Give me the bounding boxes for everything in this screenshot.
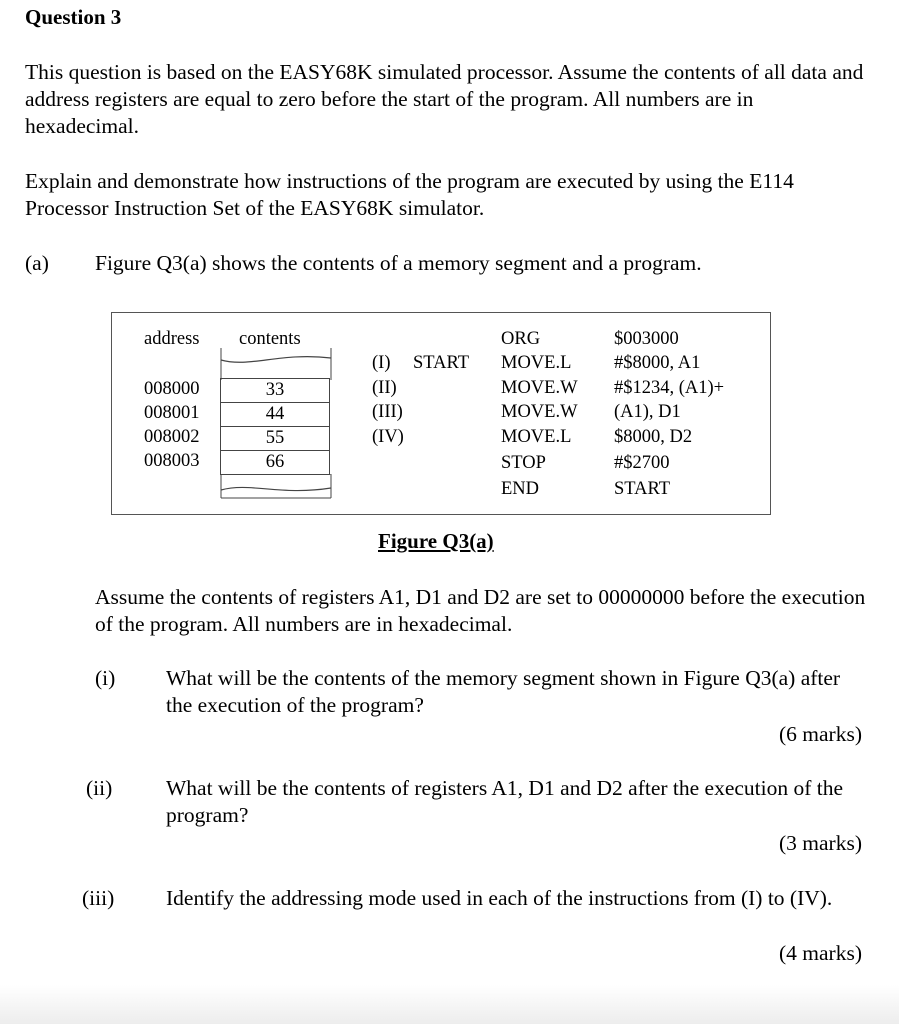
memory-cell: 33 <box>220 378 330 403</box>
instr-num: (I) <box>372 353 391 373</box>
question-i-label: (i) <box>95 666 116 690</box>
instr-operand: START <box>614 479 670 499</box>
question-heading: Question 3 <box>25 5 122 29</box>
instr-operand: (A1), D1 <box>614 402 681 422</box>
contents-header: contents <box>239 329 301 349</box>
question-iii-label: (iii) <box>82 886 115 910</box>
instr-op: MOVE.W <box>501 378 578 398</box>
assumption-paragraph: Assume the contents of registers A1, D1 and D2 are set to 00000000 before the execution of the program. All numbers are in hexadecimal. <box>95 585 866 636</box>
figure-box <box>111 312 771 515</box>
memory-cell: 66 <box>220 450 330 475</box>
figure-caption: Figure Q3(a) <box>378 529 494 553</box>
instr-operand: #$8000, A1 <box>614 353 701 373</box>
instr-op: MOVE.L <box>501 427 572 447</box>
memory-cell: 44 <box>220 402 330 427</box>
instr-op: ORG <box>501 329 541 349</box>
instruction-paragraph: Explain and demonstrate how instructions of the program are executed by using the E114 Processor Instruction Set of the EASY68K simulator. <box>25 169 794 220</box>
memory-address: 008002 <box>144 427 200 447</box>
part-a-label: (a) <box>25 251 49 275</box>
question-ii-label: (ii) <box>86 776 113 800</box>
instr-operand: $003000 <box>614 329 679 349</box>
part-a-text: Figure Q3(a) shows the contents of a memory segment and a program. <box>95 251 702 275</box>
question-ii-marks: (3 marks) <box>779 831 862 855</box>
instr-operand: $8000, D2 <box>614 427 693 447</box>
instr-op: STOP <box>501 453 546 473</box>
memory-break-bottom <box>220 474 332 502</box>
instr-operand: #$2700 <box>614 453 670 473</box>
question-i-text: What will be the contents of the memory segment shown in Figure Q3(a) after the execution of the program? <box>166 666 841 717</box>
memory-address: 008001 <box>144 403 200 423</box>
instr-op: MOVE.W <box>501 402 578 422</box>
instr-op: END <box>501 479 540 499</box>
instr-num: (II) <box>372 378 397 398</box>
question-i-marks: (6 marks) <box>779 722 862 746</box>
intro-paragraph: This question is based on the EASY68K simulated processor. Assume the contents of all data and address registers are equal to zero before the start of the program. All numbers are in hexadecimal. <box>25 60 864 138</box>
question-iii-marks: (4 marks) <box>779 941 862 965</box>
instr-operand: #$1234, (A1)+ <box>614 378 725 398</box>
memory-address: 008000 <box>144 379 200 399</box>
address-header: address <box>144 329 200 349</box>
question-iii-text: Identify the addressing mode used in each of the instructions from (I) to (IV). <box>166 886 833 910</box>
instr-num: (III) <box>372 402 403 422</box>
memory-address: 008003 <box>144 451 200 471</box>
instr-op: MOVE.L <box>501 353 572 373</box>
instr-label: START <box>413 353 469 373</box>
bottom-shadow <box>0 985 899 1024</box>
memory-cell: 55 <box>220 426 330 451</box>
instr-num: (IV) <box>372 427 404 447</box>
question-ii-text: What will be the contents of registers A1, D1 and D2 after the execution of the program? <box>166 776 844 827</box>
memory-break-top <box>220 348 332 380</box>
